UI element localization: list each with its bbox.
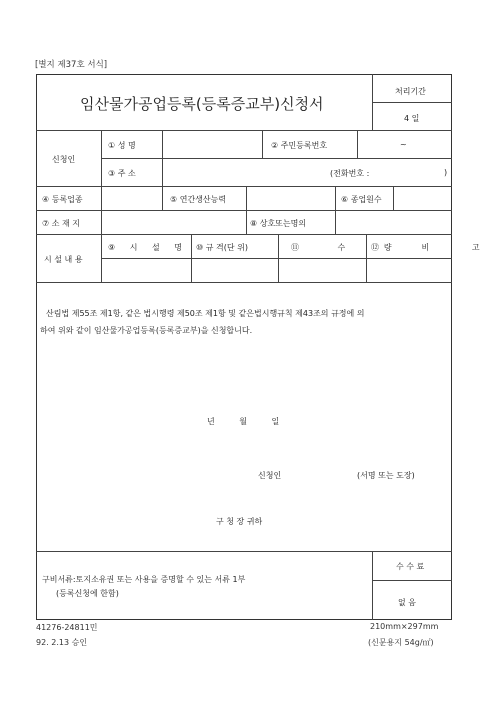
statement-line-1: 산림법 제55조 제1항, 같은 법시행령 제50조 제1항 및 같은법시행규칙 제43조의 규정에 의 [46, 309, 365, 318]
footer-form-code: 41276-24811민 [36, 623, 98, 632]
employees-label-border [335, 186, 336, 210]
rrn-label: ② 주민등록번호 [271, 141, 328, 150]
recipient: 구 청 장 귀하 [216, 517, 263, 526]
facility-qty-header: ⑪ 수 량 [291, 243, 392, 252]
facility-col-border-2 [278, 234, 279, 282]
facility-name-header: ⑨ 시 설 명 [108, 243, 182, 252]
facility-divider [36, 282, 452, 283]
signature-note: (서명 또는 도장) [357, 471, 415, 480]
processing-border [372, 74, 373, 130]
name-value-border [162, 130, 163, 158]
form-frame [36, 74, 452, 620]
form-title: 임산물가공업등록(등록증교부)신청서 [80, 95, 324, 113]
address-label: ③ 주 소 [108, 169, 136, 178]
name-label: ① 성 명 [108, 141, 136, 150]
trade-name-label-border [246, 210, 247, 234]
business-type-label: ④ 등록업종 [42, 195, 83, 204]
facility-label-border [101, 234, 102, 282]
name-row-divider [101, 158, 452, 159]
attachments-line-2: (등록신청에 한함) [56, 589, 119, 598]
location-value-border [101, 210, 102, 234]
annual-capacity-label: ⑤ 연간생산능력 [170, 195, 227, 204]
facility-spec-header: ⑩ 규 격(단 위) [196, 243, 248, 252]
trade-name-label: ⑧ 상호또는명의 [250, 219, 307, 228]
rrn-value-border [357, 130, 358, 158]
footer-paper-size: 210mm×297mm [370, 622, 439, 631]
employees-value-border [393, 186, 394, 210]
capacity-label-border [162, 186, 163, 210]
capacity-value-border [246, 186, 247, 210]
facility-label: 시 설 내 용 [44, 255, 83, 264]
phone-label: (전화번호 : [330, 169, 370, 178]
applicant-sign-label: 신청인 [258, 471, 282, 480]
applicant-label: 신청인 [52, 155, 76, 164]
location-label: ⑦ 소 재 지 [42, 219, 80, 228]
fee-border [372, 551, 373, 620]
location-divider [36, 234, 452, 235]
footer-paper-type: (신문용지 54g/㎡) [368, 638, 434, 647]
fee-value: 없 음 [398, 598, 416, 607]
rrn-label-border [262, 130, 263, 158]
fee-divider [372, 580, 452, 581]
processing-period-value: 4 일 [404, 114, 420, 123]
facility-header-divider [101, 258, 452, 259]
facility-note-header: ⑫ 비 고 [371, 243, 480, 252]
trade-name-value-border [335, 210, 336, 234]
attachments-line-1: 구비서류:토지소유권 또는 사용을 증명할 수 있는 서류 1부 [42, 575, 246, 584]
title-divider [36, 130, 452, 131]
statement-divider [36, 551, 452, 552]
phone-close: ) [444, 168, 448, 177]
facility-col-border-1 [191, 234, 192, 282]
date-line: 년 월 일 [207, 417, 280, 426]
applicant-divider [36, 186, 452, 187]
type-value-border [101, 186, 102, 210]
footer-approval: 92. 2.13 승인 [36, 638, 88, 647]
applicant-label-border [101, 130, 102, 186]
processing-divider [372, 102, 452, 103]
business-divider [36, 210, 452, 211]
employees-label: ⑥ 종업원수 [341, 195, 382, 204]
rrn-separator: ~ [400, 140, 407, 149]
fee-label: 수 수 료 [396, 562, 425, 571]
address-value-border [162, 158, 163, 186]
form-number-tag: [별지 제37호 서식] [35, 60, 108, 70]
processing-period-label: 처리기간 [395, 87, 426, 96]
statement-line-2: 하여 위와 같이 임산물가공업등록(등록증교부)을 신청합니다. [40, 326, 253, 335]
